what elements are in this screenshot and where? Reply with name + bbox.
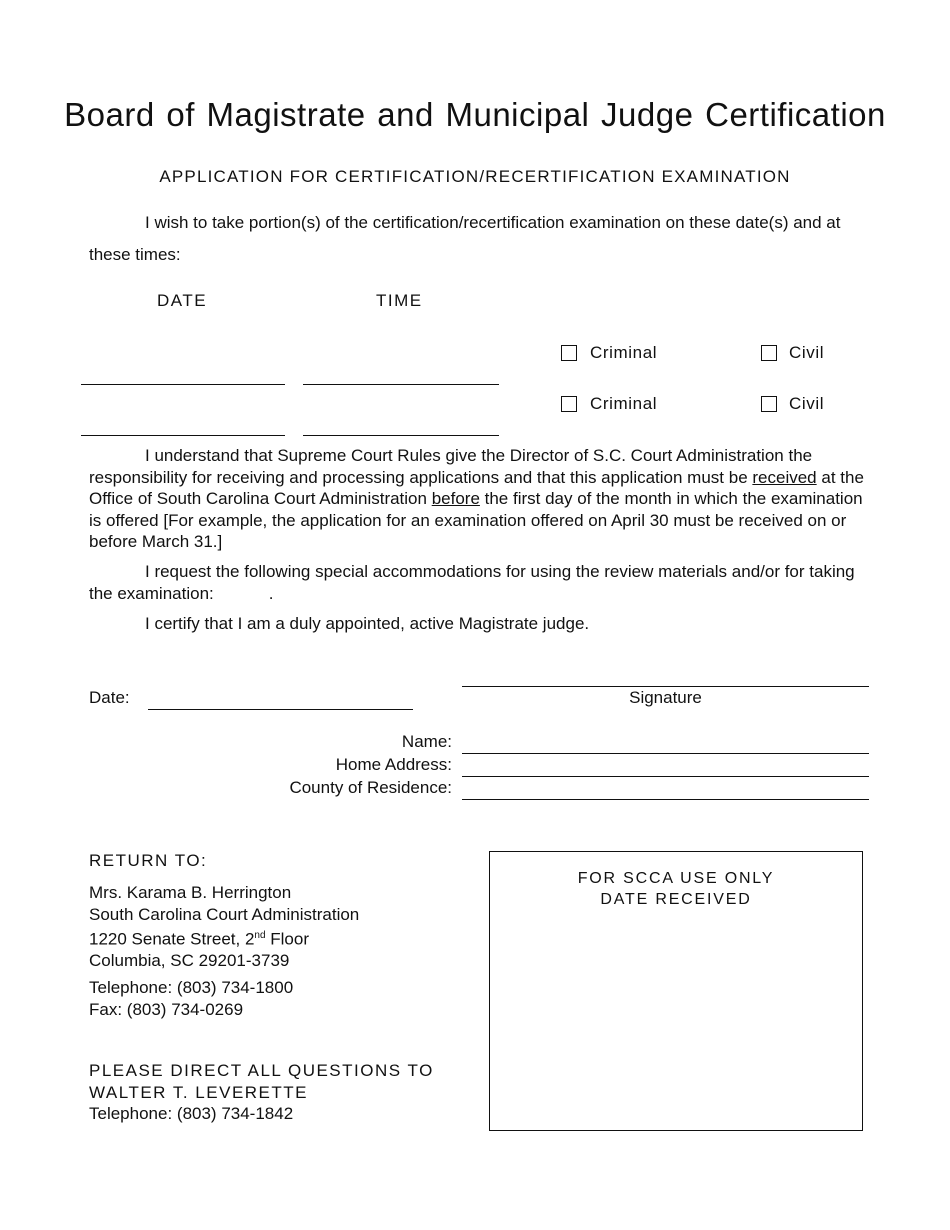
accommodations-value[interactable]: . — [268, 583, 274, 603]
date-label: Date: — [89, 688, 130, 707]
county-label: County of Residence: — [289, 778, 452, 797]
name-field[interactable] — [462, 753, 869, 754]
intro-paragraph — [89, 207, 864, 271]
questions-line-1: PLEASE DIRECT ALL QUESTIONS TO — [89, 1061, 434, 1080]
return-fax: Fax: (803) 734-0269 — [89, 999, 244, 1019]
criminal-checkbox-1[interactable] — [561, 345, 577, 361]
scca-use-only-box — [489, 851, 863, 1131]
rules-paragraph — [89, 445, 864, 553]
accommodations-paragraph — [89, 561, 864, 604]
signature-line[interactable] — [462, 686, 869, 687]
civil-checkbox-1[interactable] — [761, 345, 777, 361]
return-telephone: Telephone: (803) 734-1800 — [89, 978, 294, 997]
return-city: Columbia, SC 29201-3739 — [89, 951, 290, 971]
certify-paragraph: I certify that I am a duly appointed, active Magistrate judge. — [145, 614, 590, 633]
date-field-1[interactable] — [81, 384, 285, 385]
county-field[interactable] — [462, 799, 869, 800]
rules-text-3: the first day of the month in which the examination is offered [For example, the application for an examination offered on April 30 must be received on or before March 31.] — [89, 489, 863, 551]
rules-text-2: at the Office of South Carolina Court Administration — [89, 467, 864, 508]
scca-line-1: FOR SCCA USE ONLY — [577, 870, 775, 887]
civil-label-2: Civil — [789, 394, 825, 413]
criminal-label-1: Criminal — [590, 343, 658, 362]
time-column-header: TIME — [376, 291, 423, 310]
return-name: Mrs. Karama B. Herrington — [89, 883, 292, 902]
return-to-heading: RETURN TO: — [89, 851, 208, 870]
time-field-2[interactable] — [303, 435, 499, 436]
street-prefix: 1220 Senate Street, 2 — [89, 929, 255, 949]
rules-text-1: I understand that Supreme Court Rules give the Director of S.C. Court Administration the responsibility for receiving and processing applications and that this application must be — [89, 446, 813, 487]
home-address-field[interactable] — [462, 776, 869, 777]
criminal-label-2: Criminal — [590, 394, 658, 413]
signature-date-field[interactable] — [148, 709, 413, 710]
received-emphasis: received — [752, 467, 817, 487]
questions-block — [89, 1060, 434, 1103]
before-emphasis: before — [431, 489, 480, 508]
civil-checkbox-2[interactable] — [761, 396, 777, 412]
form-subtitle: APPLICATION FOR CERTIFICATION/RECERTIFICATION EXAMINATION — [159, 167, 791, 186]
accommodations-text: I request the following special accommodations for using the review materials and/or for taking the examination: — [89, 562, 855, 603]
name-label: Name: — [401, 732, 452, 751]
signature-label: Signature — [629, 688, 702, 707]
return-to-address — [89, 882, 449, 972]
street-sup: nd — [254, 930, 266, 941]
date-field-2[interactable] — [81, 435, 285, 436]
date-column-header: DATE — [157, 291, 208, 310]
civil-label-1: Civil — [789, 343, 825, 362]
home-address-label: Home Address: — [335, 755, 452, 774]
scca-box-label — [490, 868, 862, 910]
time-field-1[interactable] — [303, 384, 499, 385]
intro-text: I wish to take portion(s) of the certification/recertification examination on these date(s) and at these times: — [89, 213, 841, 264]
street-suffix: Floor — [265, 929, 309, 949]
return-contact — [89, 977, 449, 1020]
return-org: South Carolina Court Administration — [89, 904, 360, 924]
questions-telephone: Telephone: (803) 734-1842 — [89, 1104, 294, 1123]
questions-line-2: WALTER T. LEVERETTE — [89, 1082, 309, 1102]
return-street — [89, 925, 449, 950]
page-title: Board of Magistrate and Municipal Judge Certification — [64, 96, 886, 133]
criminal-checkbox-2[interactable] — [561, 396, 577, 412]
scca-line-2: DATE RECEIVED — [600, 891, 752, 908]
